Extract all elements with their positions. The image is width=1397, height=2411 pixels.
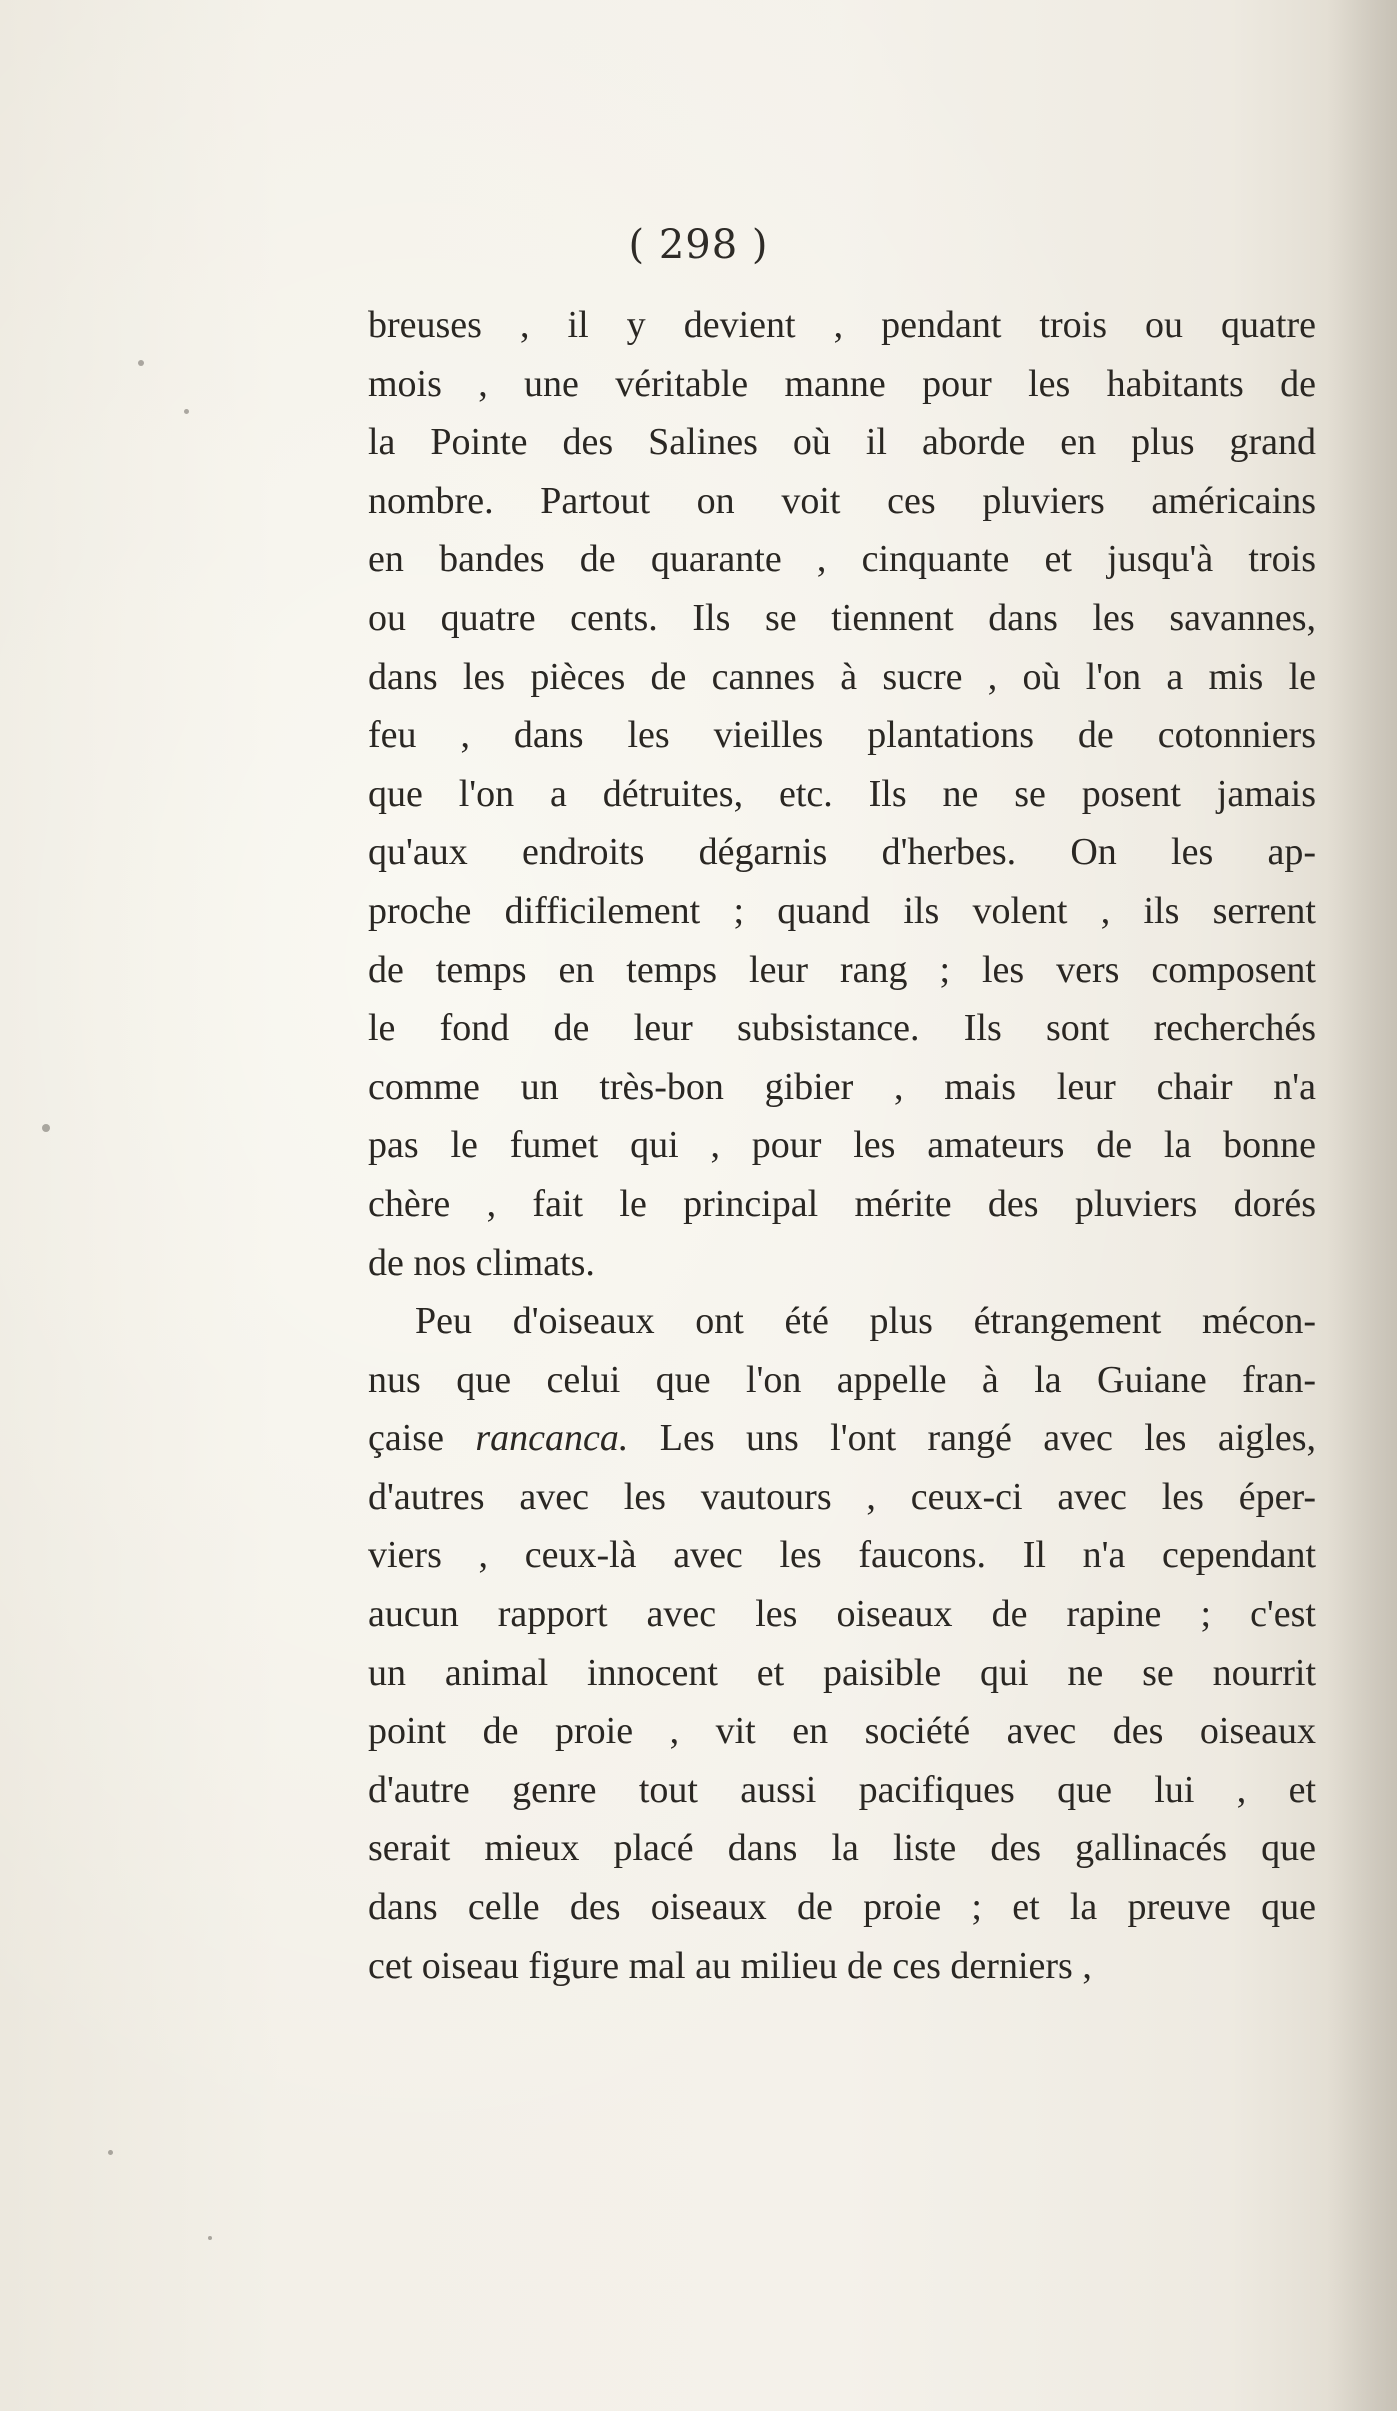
paper-speck <box>42 1124 50 1132</box>
text-line: point de proie , vit en société avec des oiseaux <box>368 1710 1316 1753</box>
text-line: mois , une véritable manne pour les habitants de <box>368 362 1316 405</box>
text-line: ou quatre cents. Ils se tiennent dans les savannes, <box>368 596 1316 639</box>
text-line: serait mieux placé dans la liste des gallinacés que <box>368 1827 1316 1870</box>
text-line: chère , fait le principal mérite des pluviers dorés <box>368 1182 1316 1225</box>
page-number: ( 298 ) <box>628 222 769 268</box>
paper-speck <box>108 2150 113 2155</box>
paper-speck <box>138 360 144 366</box>
text-line: en bandes de quarante , cinquante et jusqu'à trois <box>368 538 1316 581</box>
text-line: nombre. Partout on voit ces pluviers américains <box>368 479 1316 522</box>
text-line: breuses , il y devient , pendant trois ou quatre <box>368 304 1316 346</box>
paper-speck <box>208 2236 212 2240</box>
text-line: de temps en temps leur rang ; les vers composent <box>368 948 1316 991</box>
text-line: qu'aux endroits dégarnis d'herbes. On les ap- <box>368 831 1316 874</box>
text-line: le fond de leur subsistance. Ils sont recherchés <box>368 1007 1316 1050</box>
text-line: d'autres avec les vautours , ceux-ci avec les éper- <box>368 1475 1316 1518</box>
text-line: çaise rancanca. Les uns l'ont rangé avec les aigles, <box>368 1417 1316 1460</box>
text-line: un animal innocent et paisible qui ne se nourrit <box>368 1651 1316 1694</box>
text-line: nus que celui que l'on appelle à la Guiane fran- <box>368 1358 1316 1401</box>
text-line: dans celle des oiseaux de proie ; et la preuve que <box>368 1886 1316 1929</box>
text-line: la Pointe des Salines où il aborde en plus grand <box>368 421 1316 464</box>
text-line: dans les pièces de cannes à sucre , où l'on a mis le <box>368 655 1316 698</box>
text-line: comme un très-bon gibier , mais leur chair n'a <box>368 1065 1316 1108</box>
text-line: proche difficilement ; quand ils volent , ils serrent <box>368 889 1316 932</box>
text-line: cet oiseau figure mal au milieu de ces derniers , <box>368 1944 1092 1987</box>
text-line: de nos climats. <box>368 1241 595 1284</box>
text-line: que l'on a détruites, etc. Ils ne se posent jamais <box>368 772 1316 815</box>
body-text <box>368 296 1316 1995</box>
text-line: Peu d'oiseaux ont été plus étrangement mécon- <box>415 1300 1316 1343</box>
text-line: d'autre genre tout aussi pacifiques que lui , et <box>368 1768 1316 1811</box>
text-line: viers , ceux-là avec les faucons. Il n'a cependant <box>368 1534 1316 1577</box>
text-line: feu , dans les vieilles plantations de cotonniers <box>368 714 1316 757</box>
text-line: pas le fumet qui , pour les amateurs de la bonne <box>368 1124 1316 1167</box>
italic-term: rancanca. <box>475 1417 629 1460</box>
text-line: aucun rapport avec les oiseaux de rapine ; c'est <box>368 1593 1316 1636</box>
page-edge-shadow <box>1327 0 1397 2411</box>
paper-speck <box>184 409 189 414</box>
